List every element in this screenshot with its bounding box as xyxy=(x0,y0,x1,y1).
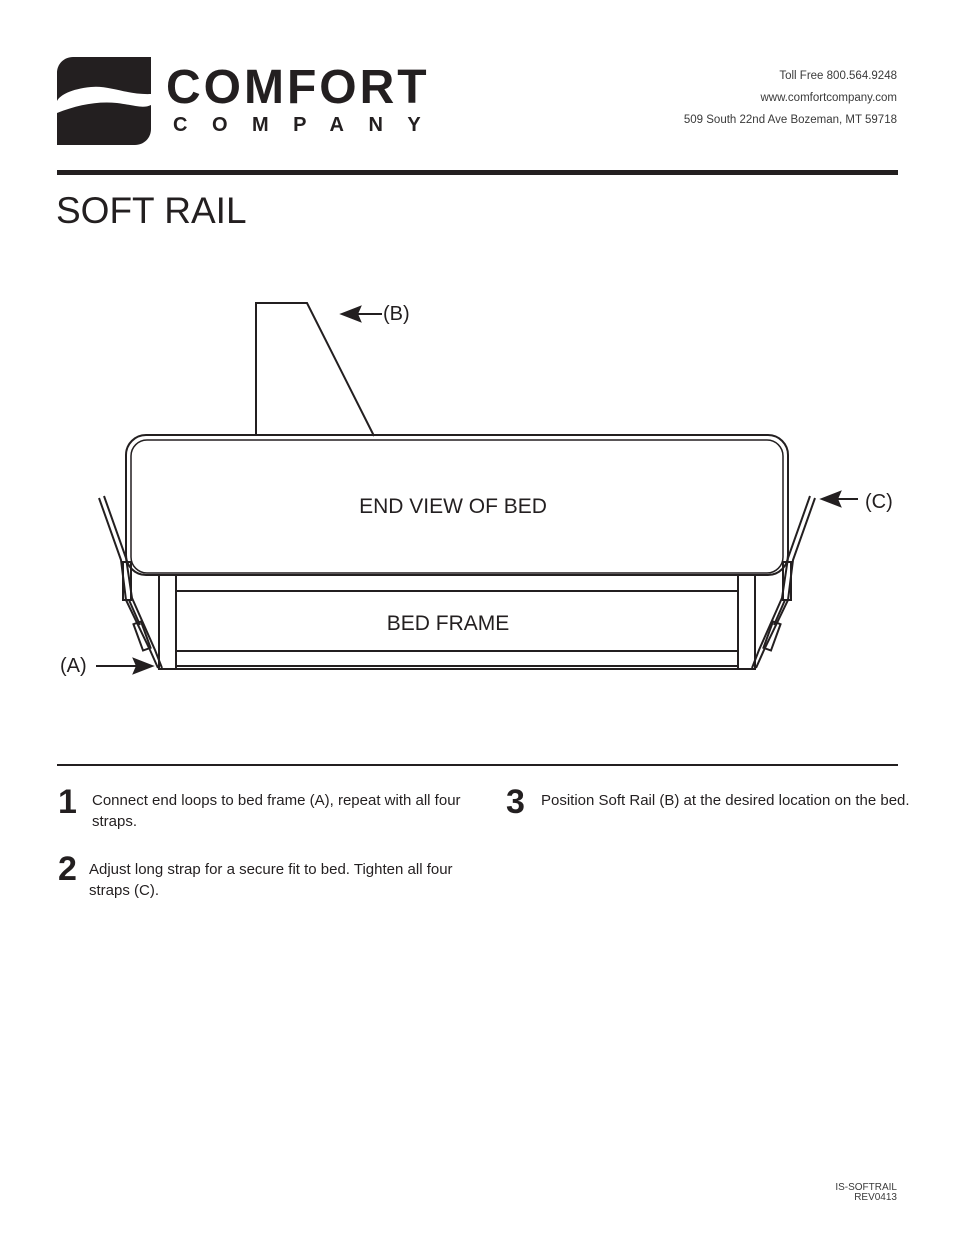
arrow-a-icon xyxy=(134,659,152,673)
contact-phone: Toll Free 800.564.9248 xyxy=(779,70,897,82)
steps-divider xyxy=(57,764,898,766)
step-2-number: 2 xyxy=(58,850,77,888)
step-3-text: Position Soft Rail (B) at the desired location on the bed. xyxy=(541,792,910,809)
company-logo-icon xyxy=(57,57,151,145)
mattress-label: END VIEW OF BED xyxy=(359,495,547,518)
bed-end-view-diagram xyxy=(0,280,954,700)
brand-subname: COMPANY xyxy=(173,114,446,136)
step-1-text: Connect end loops to bed frame (A), repeat with all four straps. xyxy=(92,792,461,830)
step-3-number: 3 xyxy=(506,783,525,821)
arrow-c-icon xyxy=(822,492,840,506)
contact-address: 509 South 22nd Ave Bozeman, MT 59718 xyxy=(683,114,897,126)
frame-label: BED FRAME xyxy=(386,612,510,635)
arrow-b-icon xyxy=(342,307,360,321)
callout-c: (C) xyxy=(865,491,893,513)
brand-name: COMFORT xyxy=(166,61,430,114)
soft-rail-shape xyxy=(256,303,374,436)
callout-a: (A) xyxy=(60,655,87,677)
contact-website: www.comfortcompany.com xyxy=(760,92,897,104)
document-code: IS-SOFTRAIL xyxy=(835,1182,897,1193)
document-revision: REV0413 xyxy=(854,1192,897,1203)
header-divider xyxy=(57,170,898,175)
step-2-text: Adjust long strap for a secure fit to bed. Tighten all four straps (C). xyxy=(89,861,453,899)
page-title: SOFT RAIL xyxy=(56,190,247,231)
callout-b: (B) xyxy=(383,303,410,325)
step-1-number: 1 xyxy=(58,783,77,821)
